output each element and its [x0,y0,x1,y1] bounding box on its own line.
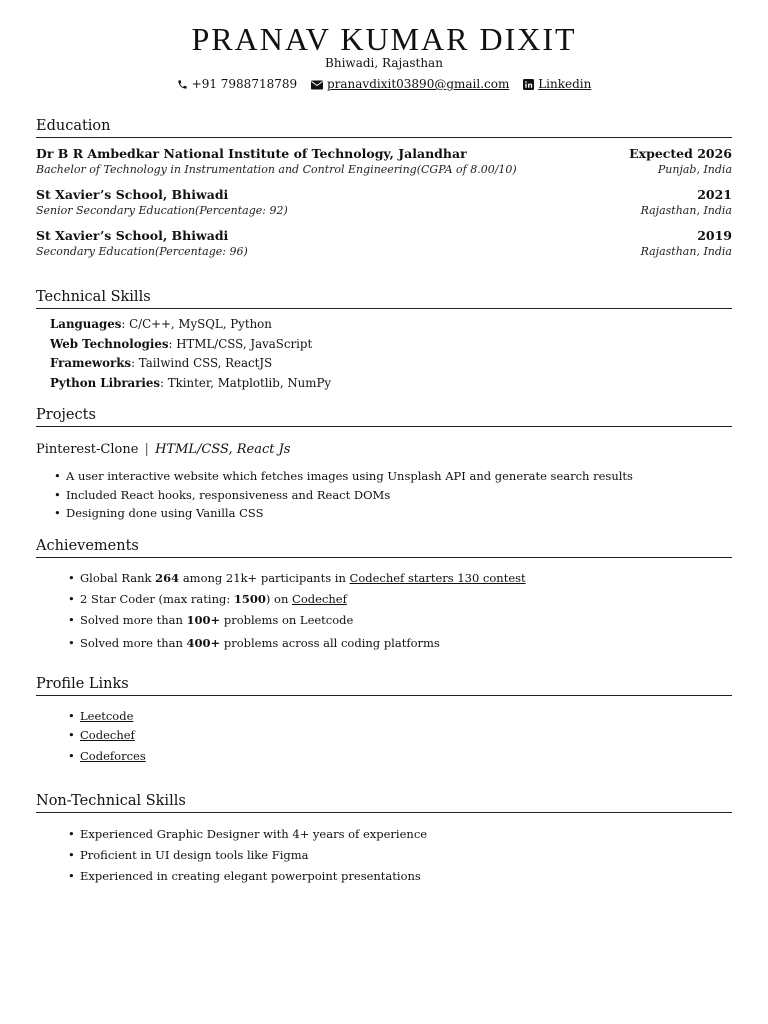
achievement-bullets [80,568,732,654]
school-name: St Xavier’s School, Bhiwadi [36,187,229,202]
achievement-text: 2 Star Coder (max rating: [80,592,234,606]
email-link[interactable]: pranavdixit03890@gmail.com [326,77,510,91]
achievement-text: Solved more than [80,636,187,650]
leetcode-link[interactable]: Leetcode [80,709,134,723]
list-item [80,633,732,654]
project-tech: HTML/CSS, React Js [155,442,291,457]
list-item: • Proficient in UI design tools like Figma [80,845,732,866]
list-item: • Designing done using Vanilla CSS [66,504,732,523]
title-separator: | [144,442,149,457]
achievement-text: ) on [265,592,293,606]
skill-value: : Tailwind CSS, ReactJS [131,356,273,370]
skill-row [50,354,732,374]
degree: Secondary Education(Percentage: 96) [36,245,248,258]
section-heading: Education [36,117,732,138]
skill-label: Python Libraries [50,375,161,390]
contact-row [0,76,768,92]
codechef-link[interactable]: Codechef [292,592,347,606]
phone-icon [177,79,188,90]
achievement-text: Solved more than [80,613,187,627]
edu-place: Rajasthan, India [640,245,732,258]
achievement-text: among 21k+ participants in [179,571,350,585]
skill-value: : Tkinter, Matplotlib, NumPy [160,375,332,390]
achievement-text: Global Rank [80,571,156,585]
list-item: • Experienced in creating elegant powerpoint presentations [80,866,732,887]
envelope-icon [311,80,323,90]
education-entry [36,145,732,178]
achievement-value: 1500 [233,592,266,606]
skill-label: Frameworks [50,356,132,370]
phone-number: +91 7988718789 [191,77,298,91]
education-section [36,117,732,260]
project-name: Pinterest-Clone [36,442,139,457]
list-item [80,747,732,766]
skill-value: : HTML/CSS, JavaScript [168,336,313,351]
linkedin-contact[interactable] [523,76,591,92]
section-heading: Projects [36,406,732,427]
skill-value: : C/C++, MySQL, Python [121,317,272,331]
edu-date: Expected 2026 [629,146,732,161]
edu-date: 2021 [697,187,732,202]
codechef-contest-link[interactable]: Codechef starters 130 contest [349,571,526,585]
phone-contact[interactable] [177,76,298,92]
list-item: • A user interactive website which fetches images using Unsplash API and generate search results [66,467,732,486]
list-item [80,589,732,610]
skill-row [50,315,732,335]
profile-links-section [36,675,732,766]
technical-skills-section [36,288,732,393]
school-name: Dr B R Ambedkar National Institute of Technology, Jalandhar [36,146,467,161]
education-entry [36,186,732,219]
achievements-section [36,537,732,654]
achievement-value: 264 [155,571,180,585]
section-heading: Profile Links [36,675,732,696]
edu-date: 2019 [697,228,732,243]
section-heading: Technical Skills [36,288,732,309]
non-technical-skills-section [36,792,732,887]
skills-list [50,315,732,393]
nontech-bullets [80,824,732,887]
project-bullets [66,467,732,523]
edu-place: Rajasthan, India [640,204,732,217]
skill-row [50,335,732,355]
list-item [80,726,732,745]
profile-link-list [80,707,732,766]
achievement-value: 400+ [186,636,221,650]
candidate-location: Bhiwadi, Rajasthan [325,56,443,70]
codeforces-link[interactable]: Codeforces [80,749,146,763]
linkedin-link[interactable]: Linkedin [538,77,592,91]
achievement-value: 100+ [186,613,221,627]
achievement-text: problems on Leetcode [220,613,354,627]
list-item [80,568,732,589]
section-heading: Achievements [36,537,732,558]
projects-section [36,406,732,523]
email-contact[interactable] [311,76,509,92]
list-item: • Included React hooks, responsiveness and React DOMs [66,486,732,505]
list-item: • Experienced Graphic Designer with 4+ years of experience [80,824,732,845]
education-entry [36,227,732,260]
list-item [80,610,732,631]
edu-place: Punjab, India [657,163,732,176]
list-item [80,707,732,726]
linkedin-icon [523,79,534,90]
skill-label: Languages [50,317,122,331]
school-name: St Xavier’s School, Bhiwadi [36,228,229,243]
degree: Bachelor of Technology in Instrumentation and Control Engineering(CGPA of 8.00/10) [36,163,517,176]
achievement-text: problems across all coding platforms [220,636,440,650]
section-heading: Non-Technical Skills [36,792,732,813]
project-title [36,441,732,459]
skill-label: Web Technologies [50,336,169,351]
skill-row [50,374,732,394]
codechef-profile-link[interactable]: Codechef [80,728,135,742]
candidate-name: PRANAV KUMAR DIXIT [191,21,577,57]
degree: Senior Secondary Education(Percentage: 92) [36,204,288,217]
